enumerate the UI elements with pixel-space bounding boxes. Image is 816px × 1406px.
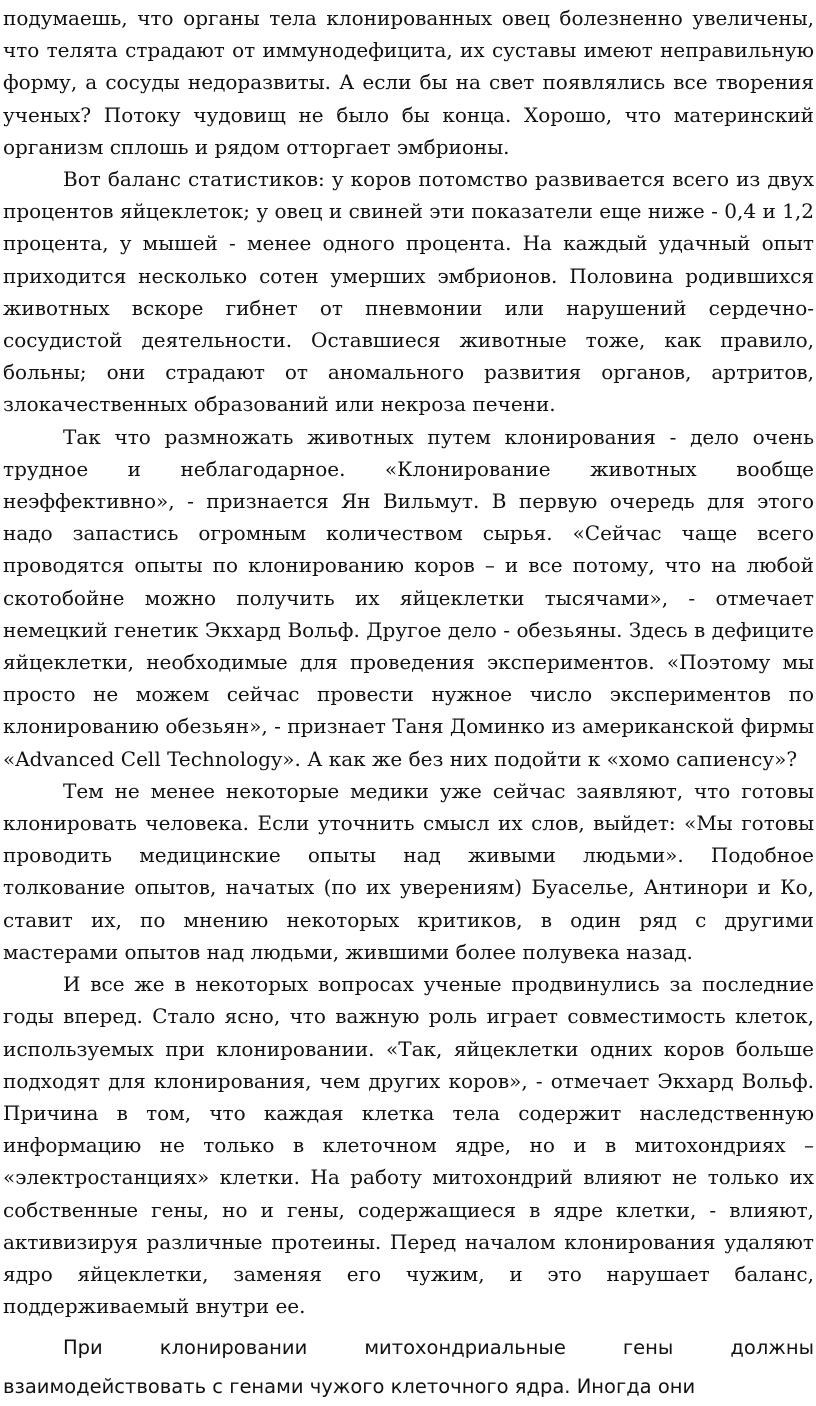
paragraph-1: подумаешь, что органы тела клонированных овец болезненно увеличены, что телята страдают от иммунодефицита, их суставы имеют неправильную форму, а сосуды недоразвиты. А если бы на свет появлялись все творения ученых? Потоку чудовищ не было бы конца. Хорошо, что материнский организм сплошь и рядом отторгает эмбрионы.: [3, 6, 814, 159]
paragraph-6: При клонировании митохондриальные гены должны взаимодействовать с генами чужого клеточного ядра. Иногда они: [3, 1336, 814, 1399]
paragraph-2: Вот баланс статистиков: у коров потомство развивается всего из двух процентов яйцеклеток; у овец и свиней эти показатели еще ниже - 0,4 и 1,2 процента, у мышей - менее одного процента. На каждый удачный опыт приходится несколько сотен умерших эмбрионов. Половина родившихся животных вскоре гибнет от пневмонии или нарушений сердечно-сосудистой деятельности. Оставшиеся животные тоже, как правило, больны; они страдают от аномального развития органов, артритов, злокачественных образований или некроза печени.: [3, 167, 814, 417]
paragraph-3: Так что размножать животных путем клонирования - дело очень трудное и неблагодарное. «Клонирование животных вообще неэффективно», - признается Ян Вильмут. В первую очередь для этого надо запастись огромным количеством сырья. «Сейчас чаще всего проводятся опыты по клонированию коров – и все потому, что на любой скотобойне можно получить их яйцеклетки тысячами», - отмечает немецкий генетик Экхард Вольф. Другое дело - обезьяны. Здесь в дефиците яйцеклетки, необходимые для проведения экспериментов. «Поэтому мы просто не можем сейчас провести нужное число экспериментов по клонированию обезьян», - признает Таня Доминко из американской фирмы «Advanced Cell Technology». А как же без них подойти к «хомо сапиенсу»?: [3, 424, 814, 771]
paragraph-5: И все же в некоторых вопросах ученые продвинулись за последние годы вперед. Стало ясно, что важную роль играет совместимость клеток, используемых при клонировании. «Так, яйцеклетки одних коров больше подходят для клонирования, чем других коров», - отмечает Экхард Вольф. Причина в том, что каждая клетка тела содержит наследственную информацию не только в клеточном ядре, но и в митохондриях – «электростанциях» клетки. На работу митохондрий влияют не только их собственные гены, но и гены, содержащиеся в ядре клетки, - влияют, активизируя различные протеины. Перед началом клонирования удаляют ядро яйцеклетки, заменяя его чужим, и это нарушает баланс, поддерживаемый внутри ее.: [3, 972, 814, 1319]
paragraph-4: Тем не менее некоторые медики уже сейчас заявляют, что готовы клонировать человека. Если уточнить смысл их слов, выйдет: «Мы готовы проводить медицинские опыты над живыми людьми». Подобное толкование опытов, начатых (по их уверениям) Буаселье, Антинори и Ко, ставит их, по мнению некоторых критиков, в один ряд с другими мастерами опытов над людьми, жившими более полувека назад.: [3, 778, 814, 964]
